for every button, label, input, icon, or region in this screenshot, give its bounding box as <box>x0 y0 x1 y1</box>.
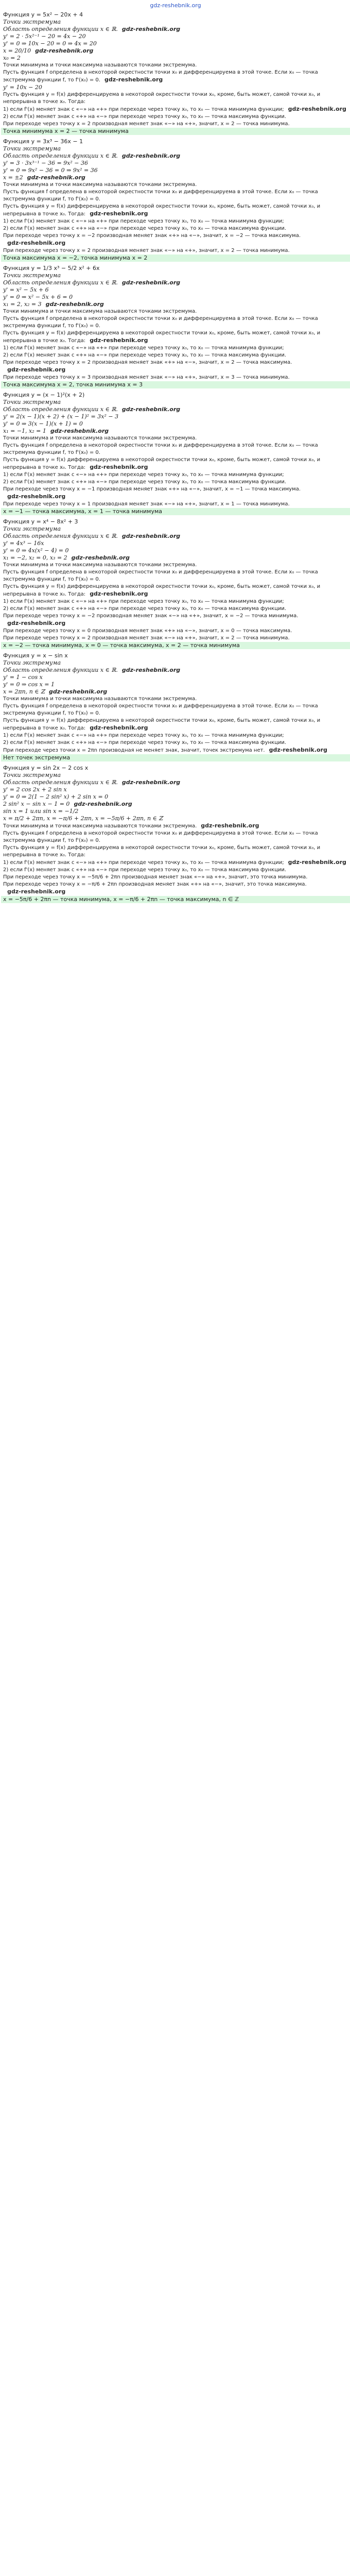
solution-line: Точки экстремума <box>3 659 61 666</box>
solution-line: Пусть функция y = f(x) дифференцируема в некоторой окрестности точки x₀, кроме, быть может, самой точки x₀, и непрерывна в точке x₀. Тогда: <box>3 92 321 105</box>
solution-line: Область определения функции x ∈ ℝ. gdz-reshebnik.org <box>3 533 181 539</box>
watermark-text: gdz-reshebnik.org <box>90 337 148 344</box>
solution-line: Точки минимума и точки максимума называются точками экстремума. <box>3 562 197 568</box>
solution-line: Пусть функция y = f(x) дифференцируема в некоторой окрестности точки x₀, кроме, быть может, самой точки x₀, и непрерывна в точке x₀. Тогда: gdz-reshebnik.org <box>3 457 321 470</box>
solution-line: При переходе через точку x = 2 производная меняет знак «−» на «+», значит, x = 2 — точка минимума. <box>3 121 290 127</box>
solution-line: Пусть функция y = f(x) дифференцируема в некоторой окрестности точки x₀, кроме, быть может, самой точки x₀, и непрерывна в точке x₀. Тогда: gdz-reshebnik.org <box>3 330 321 344</box>
site-link[interactable]: gdz-reshebnik.org <box>150 2 201 9</box>
solution-line: 1) если f'(x) меняет знак с «−» на «+» при переходе через точку x₀, то x₀ — точка минимума функции; gdz-reshebnik.org <box>3 106 346 112</box>
function-heading: Функция y = 3x³ − 36x − 1 <box>3 138 83 145</box>
solution-line: Пусть функция y = f(x) дифференцируема в некоторой окрестности точки x₀, кроме, быть может, самой точки x₀, и непрерывна в точке x₀. Тогда: gdz-reshebnik.org <box>3 204 321 217</box>
solution-line: sin x = 1 или sin x = −1/2 <box>3 808 79 815</box>
watermark-text: gdz-reshebnik.org <box>71 554 130 561</box>
watermark-text: gdz-reshebnik.org <box>121 779 181 786</box>
solution-content <box>1 11 350 903</box>
site-header <box>1 2 350 9</box>
answer-line: Нет точек экстремума <box>1 754 350 761</box>
solution-line: x₁ = −1, x₂ = 1 gdz-reshebnik.org <box>3 428 109 434</box>
solution-line: Точки экстремума <box>3 145 61 152</box>
solution-line: x₁ = −2, x₂ = 0, x₃ = 2 gdz-reshebnik.org <box>3 554 130 561</box>
solution-line: Пусть функция f определена в некоторой окрестности точки x₀ и дифференцируема в этой точке. Если x₀ — точка экстремума функции f, то f'(x₀) = 0. <box>3 189 318 202</box>
solution-line: 1) если f'(x) меняет знак с «−» на «+» при переходе через точку x₀, то x₀ — точка минимума функции; gdz-reshebnik.org <box>3 859 346 866</box>
watermark-text: gdz-reshebnik.org <box>121 667 181 673</box>
solution-line: Точки минимума и точки максимума называются точками экстремума. <box>3 435 197 441</box>
solution-line: 1) если f'(x) меняет знак с «−» на «+» при переходе через точку x₀, то x₀ — точка минимума функции; <box>3 345 284 351</box>
solution-line: y' = 2 · 5x²⁻¹ − 20 = 4x − 20 <box>3 33 86 40</box>
solution-line: x = 2πn, n ∈ ℤ gdz-reshebnik.org <box>3 688 108 695</box>
solution-line: При переходе через точку x = −2 производная меняет знак «−» на «+», значит, x = −2 — точка минимума.gdz-reshebnik.org <box>3 613 299 626</box>
solution-line: При переходе через точку x = −1 производная меняет знак «+» на «−», значит, x = −1 — точка максимума.gdz-reshebnik.org <box>3 486 301 500</box>
solution-line: 1) если f'(x) меняет знак с «−» на «+» при переходе через точку x₀, то x₀ — точка минимума функции; <box>3 218 284 224</box>
solution-line: 2) если f'(x) меняет знак с «+» на «−» при переходе через точку x₀, то x₀ — точка максимума функции. <box>3 114 287 120</box>
solution-line: Область определения функции x ∈ ℝ. gdz-reshebnik.org <box>3 279 181 286</box>
solution-line: x₀ = 2 <box>3 55 21 61</box>
solution-line: 1) если f'(x) меняет знак с «−» на «+» при переходе через точку x₀, то x₀ — точка минимума функции; <box>3 599 284 604</box>
solution-line: 2) если f'(x) меняет знак с «+» на «−» при переходе через точку x₀, то x₀ — точка максимума функции. <box>3 479 287 485</box>
page <box>0 0 350 903</box>
solution-line: Пусть функция f определена в некоторой окрестности точки x₀ и дифференцируема в этой точке. Если x₀ — точка экстремума функции f, то f'(x₀) = 0. <box>3 569 318 582</box>
solution-line: Пусть функция f определена в некоторой окрестности точки x₀ и дифференцируема в этой точке. Если x₀ — точка экстремума функции f, то f'(x₀) = 0. <box>3 316 318 329</box>
watermark-text: gdz-reshebnik.org <box>7 240 66 246</box>
solution-line: 2) если f'(x) меняет знак с «+» на «−» при переходе через точку x₀, то x₀ — точка максимума функции. <box>3 606 287 612</box>
watermark-text: gdz-reshebnik.org <box>269 747 327 753</box>
solution-line: x = ±2 gdz-reshebnik.org <box>3 174 85 181</box>
solution-line: Точки минимума и точки максимума называются точками экстремума. <box>3 309 197 314</box>
watermark-text: gdz-reshebnik.org <box>45 301 104 308</box>
function-heading: Функция y = x⁴ − 8x² + 3 <box>3 518 78 525</box>
solution-line: 1) если f'(x) меняет знак с «−» на «+» при переходе через точку x₀, то x₀ — точка минимума функции; <box>3 733 284 738</box>
solution-line: Точки экстремума <box>3 272 61 279</box>
watermark-text: gdz-reshebnik.org <box>27 174 85 181</box>
watermark-text: gdz-reshebnik.org <box>288 106 346 112</box>
watermark-text: gdz-reshebnik.org <box>7 493 66 500</box>
solution-line: Точки экстремума <box>3 526 61 532</box>
solution-line: y' = 10x − 20 <box>3 84 42 91</box>
solution-line: y' = 2 cos 2x + 2 sin x <box>3 786 67 793</box>
solution-line: Пусть функция y = f(x) дифференцируема в некоторой окрестности точки x₀, кроме, быть может, самой точки x₀, и непрерывна в точке x₀. Тогда: gdz-reshebnik.org <box>3 584 321 597</box>
solution-line: Пусть функция f определена в некоторой окрестности точки x₀ и дифференцируема в этой точке. Если x₀ — точка экстремума функции f, то f'(x₀) = 0. <box>3 443 318 455</box>
watermark-text: gdz-reshebnik.org <box>48 688 108 695</box>
function-heading: Функция y = 5x² − 20x + 4 <box>3 11 83 18</box>
solution-line: x₁ = 2, x₂ = 3 gdz-reshebnik.org <box>3 301 104 308</box>
solution-line: При переходе через точку x = 2 производная меняет знак «−» на «+», значит, x = 2 — точка минимума. <box>3 248 290 253</box>
function-heading: Функция y = sin 2x − 2 cos x <box>3 765 89 771</box>
solution-line: y' = 0 ⇒ cos x = 1 <box>3 681 55 688</box>
watermark-text: gdz-reshebnik.org <box>104 76 163 83</box>
solution-line: Точки экстремума <box>3 19 61 25</box>
answer-line: Точка минимума x = 2 — точка минимума <box>1 128 350 135</box>
watermark-text: gdz-reshebnik.org <box>7 888 66 895</box>
answer-line: x = −1 — точка максимума, x = 1 — точка минимума <box>1 508 350 515</box>
solution-line: При переходе через точку x = −2 производная меняет знак «+» на «−», значит, x = −2 — точка максимума.gdz-reshebnik.org <box>3 233 301 246</box>
answer-line: Точка максимума x = −2, точка минимума x = 2 <box>1 255 350 262</box>
solution-line: y' = 1 − cos x <box>3 674 43 681</box>
solution-line: Точки минимума и точки максимума называются точками экстремума. <box>3 62 197 68</box>
solution-line: y' = 0 ⇒ 9x² − 36 = 0 ⇒ 9x² = 36 <box>3 167 98 174</box>
watermark-text: gdz-reshebnik.org <box>121 533 181 539</box>
function-heading: Функция y = x − sin x <box>3 652 68 659</box>
watermark-text: gdz-reshebnik.org <box>90 724 148 731</box>
solution-line: x = 20/10 gdz-reshebnik.org <box>3 47 94 54</box>
solution-line: Пусть функция f определена в некоторой окрестности точки x₀ и дифференцируема в этой точке. Если x₀ — точка экстремума функции f, то f'(x₀) = 0. <box>3 831 318 843</box>
solution-line: Область определения функции x ∈ ℝ. gdz-reshebnik.org <box>3 406 181 413</box>
solution-block <box>1 765 350 903</box>
solution-line: y' = 3 · 3x³⁻¹ − 36 = 9x² − 36 <box>3 160 88 166</box>
watermark-text: gdz-reshebnik.org <box>7 366 66 373</box>
solution-line: При переходе через точку x = 3 производная меняет знак «−» на «+», значит, x = 3 — точка минимума. <box>3 375 290 380</box>
solution-line: Пусть функция y = f(x) дифференцируема в некоторой окрестности точки x₀, кроме, быть может, самой точки x₀, и непрерывна в точке x₀. Тогда: gdz-reshebnik.org <box>3 718 321 731</box>
watermark-text: gdz-reshebnik.org <box>74 801 132 807</box>
solution-block <box>1 518 350 649</box>
watermark-text: gdz-reshebnik.org <box>90 210 148 217</box>
watermark-text: gdz-reshebnik.org <box>7 620 66 626</box>
solution-line: 2) если f'(x) меняет знак с «+» на «−» при переходе через точку x₀, то x₀ — точка максимума функции. <box>3 740 287 745</box>
solution-line: Пусть функция f определена в некоторой окрестности точки x₀ и дифференцируема в этой точке. Если x₀ — точка экстремума функции f, то f'(x₀) = 0. <box>3 703 318 716</box>
solution-line: y' = 0 ⇒ 4x(x² − 4) = 0 <box>3 547 69 554</box>
watermark-text: gdz-reshebnik.org <box>121 26 181 32</box>
solution-line: y' = 0 ⇒ 2(1 − 2 sin² x) + 2 sin x = 0 <box>3 793 109 800</box>
solution-block <box>1 265 350 388</box>
solution-line: 1) если f'(x) меняет знак с «−» на «+» при переходе через точку x₀, то x₀ — точка минимума функции; <box>3 472 284 478</box>
solution-line: Точки минимума и точки максимума называются точками экстремума. gdz-reshebnik.org <box>3 822 259 829</box>
solution-line: 2) если f'(x) меняет знак с «+» на «−» при переходе через точку x₀, то x₀ — точка максимума функции. <box>3 352 287 358</box>
solution-line: Точки экстремума <box>3 772 61 778</box>
solution-line: При переходе через точку x = 1 производная меняет знак «−» на «+», значит, x = 1 — точка минимума. <box>3 501 290 507</box>
solution-line: y' = 0 ⇒ 3(x − 1)(x + 1) = 0 <box>3 420 83 427</box>
solution-line: 2) если f'(x) меняет знак с «+» на «−» при переходе через точку x₀, то x₀ — точка максимума функции. <box>3 226 287 231</box>
solution-block <box>1 392 350 515</box>
solution-line: y' = 2(x − 1)(x + 2) + (x − 1)² = 3x² − 3 <box>3 413 119 420</box>
solution-line: x = π/2 + 2πn, x = −π/6 + 2πn, x = −5π/6 + 2πn, n ∈ ℤ <box>3 815 163 822</box>
solution-line: Пусть функция y = f(x) дифференцируема в некоторой окрестности точки x₀, кроме, быть может, самой точки x₀, и непрерывна в точке x₀. Тогда: <box>3 845 321 858</box>
solution-line: Точки экстремума <box>3 399 61 405</box>
solution-line: y' = 4x³ − 16x <box>3 540 44 547</box>
solution-line: 2) если f'(x) меняет знак с «+» на «−» при переходе через точку x₀, то x₀ — точка максимума функции. <box>3 867 287 873</box>
solution-line: При переходе через точку x = 2 производная меняет знак «−» на «+», значит, x = 2 — точка минимума. <box>3 635 290 641</box>
solution-line: Пусть функция f определена в некоторой окрестности точки x₀ и дифференцируема в этой точке. Если x₀ — точка экстремума функции f, то f'(x₀) = 0. gdz-reshebnik.org <box>3 70 318 83</box>
watermark-text: gdz-reshebnik.org <box>50 428 109 434</box>
answer-line: x = −5π/6 + 2πn — точка минимума, x = −π/6 + 2πn — точка максимума, n ∈ ℤ <box>1 896 350 903</box>
solution-line: При переходе через точку x = 0 производная меняет знак «+» на «−», значит, x = 0 — точка максимума. <box>3 628 292 634</box>
solution-line: y' = 0 ⇒ x² − 5x + 6 = 0 <box>3 294 73 300</box>
solution-line: При переходе через точку x = −π/6 + 2πn производная меняет знак «+» на «−», значит, это точка максимума.gdz-reshebnik.org <box>3 882 307 895</box>
solution-line: Точки минимума и точки максимума называются точками экстремума. <box>3 696 197 702</box>
solution-block <box>1 138 350 262</box>
watermark-text: gdz-reshebnik.org <box>35 47 94 54</box>
solution-line: При переходе через точки x = 2πn производная не меняет знак, значит, точек экстремума нет. gdz-reshebnik.org <box>3 747 327 753</box>
solution-line: 2 sin² x − sin x − 1 = 0 gdz-reshebnik.org <box>3 801 132 807</box>
solution-line: y' = 0 ⇒ 10x − 20 = 0 ⇒ 4x = 20 <box>3 40 97 47</box>
watermark-text: gdz-reshebnik.org <box>90 590 148 597</box>
watermark-text: gdz-reshebnik.org <box>121 279 181 286</box>
watermark-text: gdz-reshebnik.org <box>201 822 259 829</box>
function-heading: Функция y = (x − 1)²(x + 2) <box>3 392 85 398</box>
solution-line: Область определения функции x ∈ ℝ. gdz-reshebnik.org <box>3 667 181 673</box>
watermark-text: gdz-reshebnik.org <box>121 152 181 159</box>
watermark-text: gdz-reshebnik.org <box>288 859 346 866</box>
function-heading: Функция y = 1/3 x³ − 5/2 x² + 6x <box>3 265 100 272</box>
solution-line: Область определения функции x ∈ ℝ. gdz-reshebnik.org <box>3 779 181 786</box>
solution-line: Область определения функции x ∈ ℝ. gdz-reshebnik.org <box>3 152 181 159</box>
solution-block <box>1 652 350 761</box>
answer-line: x = −2 — точка минимума, x = 0 — точка максимума, x = 2 — точка минимума <box>1 642 350 649</box>
answer-line: Точка максимума x = 2, точка минимума x = 3 <box>1 381 350 388</box>
solution-line: y' = x² − 5x + 6 <box>3 286 49 293</box>
solution-line: Точки минимума и точки максимума называются точками экстремума. <box>3 182 197 188</box>
solution-line: При переходе через точку x = −5π/6 + 2πn производная меняет знак «−» на «+», значит, это точка минимума. <box>3 874 308 880</box>
watermark-text: gdz-reshebnik.org <box>121 406 181 413</box>
solution-block <box>1 11 350 135</box>
watermark-text: gdz-reshebnik.org <box>90 464 148 470</box>
solution-line: При переходе через точку x = 2 производная меняет знак «+» на «−», значит, x = 2 — точка максимума.gdz-reshebnik.org <box>3 360 292 373</box>
solution-line: Область определения функции x ∈ ℝ. gdz-reshebnik.org <box>3 26 181 32</box>
